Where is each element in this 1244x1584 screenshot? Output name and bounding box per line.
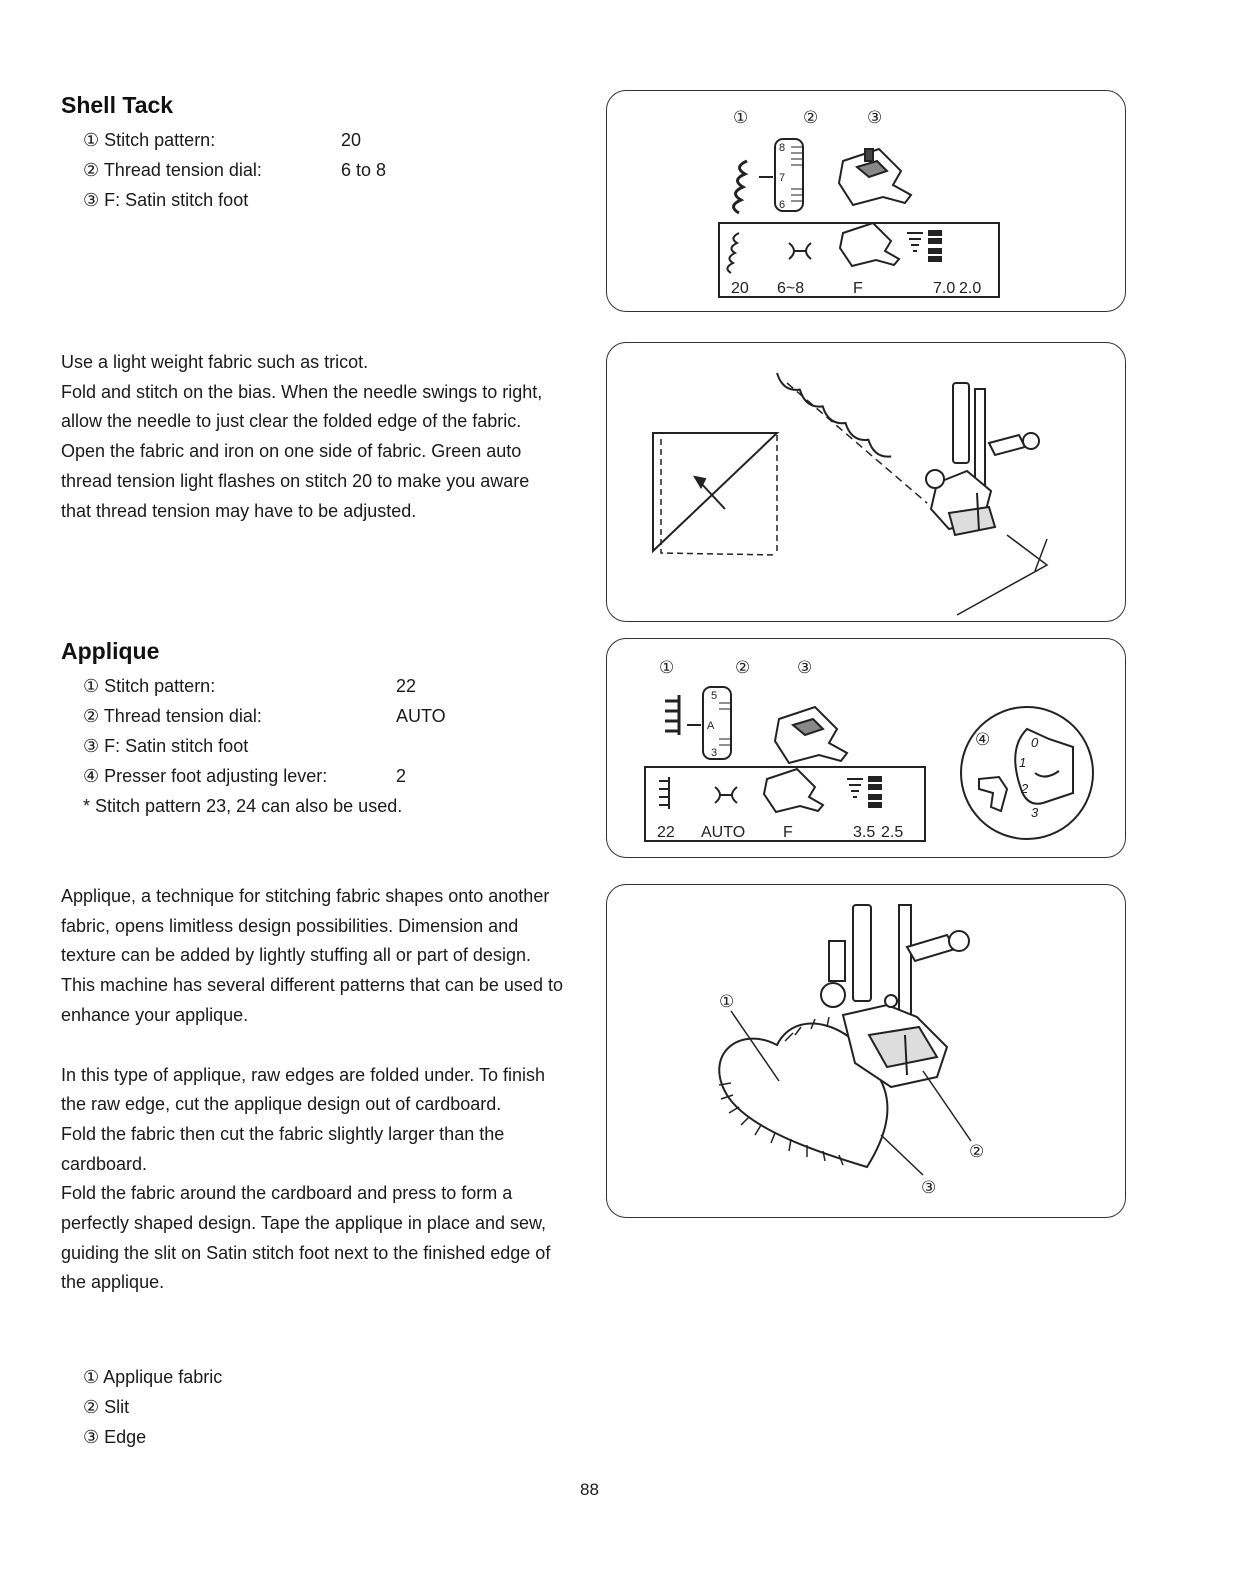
applique-legend — [83, 1362, 222, 1452]
spec-label: ① Stitch pattern: — [83, 676, 216, 696]
lcd-width: 7.0 — [933, 280, 956, 297]
applique-settings-figure — [606, 638, 1126, 858]
satin-stitch-foot-icon — [775, 707, 847, 763]
spec-label: ④ Presser foot adjusting lever: — [83, 766, 328, 786]
paragraph: This machine has several different patterns that can be used to enhance your applique. — [61, 975, 563, 1025]
svg-text:3: 3 — [711, 747, 718, 759]
applique-heading: Applique — [61, 638, 160, 664]
callout-2: ② — [803, 108, 819, 127]
svg-text:1: 1 — [1019, 755, 1027, 770]
spec-label: ③ F: Satin stitch foot — [83, 736, 249, 756]
paragraph: Use a light weight fabric such as tricot. — [61, 352, 369, 372]
spec-label: ③ F: Satin stitch foot — [83, 190, 249, 210]
spec-label: ② Thread tension dial: — [83, 706, 262, 726]
spec-row — [83, 731, 446, 761]
paragraph: Fold the fabric then cut the fabric slightly larger than the cardboard. — [61, 1123, 505, 1174]
legend-item: ② Slit — [83, 1397, 130, 1417]
satin-stitch-icon — [665, 695, 679, 735]
callout-3: ③ — [867, 108, 883, 127]
shell-tack-specs — [83, 125, 386, 215]
svg-text:7: 7 — [779, 172, 786, 184]
svg-text:6: 6 — [779, 199, 786, 211]
spec-value: 2 — [396, 766, 407, 786]
spec-label: ② Thread tension dial: — [83, 160, 262, 180]
spec-row — [83, 761, 446, 791]
applique-specs — [83, 671, 446, 821]
svg-text:2: 2 — [1021, 781, 1029, 796]
callout-2: ② — [969, 1142, 985, 1161]
callout-1: ① — [733, 108, 749, 127]
callout-1: ① — [659, 658, 675, 677]
svg-text:A: A — [707, 720, 715, 732]
lcd-tension: 6~8 — [777, 280, 805, 297]
applique-sewing-figure — [606, 884, 1126, 1218]
lcd-foot: F — [853, 280, 863, 297]
spec-value: AUTO — [396, 706, 446, 726]
folded-fabric-icon — [653, 433, 777, 555]
paragraph: Applique, a technique for stitching fabric shapes onto another fabric, opens limitless design possibilities. Dimension and texture can be added by lightly stuffing all or part of design. — [61, 886, 550, 966]
spec-label: ① Stitch pattern: — [83, 130, 216, 150]
callout-2: ② — [735, 658, 751, 677]
svg-text:8: 8 — [779, 142, 786, 154]
paragraph: Fold the fabric around the cardboard and press to form a perfectly shaped design. Tape the applique in place and sew, guiding the slit on Satin stitch foot next to the finished edge of the applique. — [61, 1183, 551, 1293]
lcd-length: 2.0 — [959, 280, 982, 297]
shell-tack-body — [61, 348, 561, 526]
page-number: 88 — [580, 1480, 599, 1499]
spec-value: 22 — [396, 676, 417, 696]
lcd-stitch: 20 — [731, 280, 749, 297]
paragraph: In this type of applique, raw edges are folded under. To finish the raw edge, cut the applique design out of cardboard. — [61, 1064, 545, 1115]
shell-tack-heading: Shell Tack — [61, 92, 174, 118]
applique-body — [61, 882, 571, 1298]
callout-3: ③ — [921, 1178, 937, 1197]
callout-1: ① — [719, 992, 735, 1011]
lcd-foot: F — [783, 824, 793, 841]
spec-row — [83, 125, 386, 155]
spec-row — [83, 155, 386, 185]
shell-stitch-trail — [766, 373, 901, 460]
svg-text:5: 5 — [711, 690, 718, 702]
lcd-width: 3.5 — [853, 824, 876, 841]
svg-text:3: 3 — [1031, 805, 1039, 820]
lcd-tension: AUTO — [701, 824, 746, 841]
satin-stitch-foot-icon — [839, 149, 911, 205]
spec-row — [83, 671, 446, 701]
legend-item: ① Applique fabric — [83, 1367, 223, 1387]
spec-value: 20 — [341, 130, 362, 150]
lcd-stitch: 22 — [657, 824, 675, 841]
spec-row — [83, 701, 446, 731]
callout-4: ④ — [975, 730, 991, 749]
spec-value: 6 to 8 — [341, 160, 387, 180]
legend-item: ③ Edge — [83, 1427, 147, 1447]
presser-foot-icon — [926, 383, 1039, 535]
spec-row — [83, 185, 386, 215]
applique-note: * Stitch pattern 23, 24 can also be used. — [83, 796, 403, 816]
svg-text:0: 0 — [1031, 735, 1039, 750]
callout-3: ③ — [797, 658, 813, 677]
lcd-length: 2.5 — [881, 824, 904, 841]
shell-tack-settings-figure — [606, 90, 1126, 312]
paragraph: Fold and stitch on the bias. When the needle swings to right, allow the needle to just clear the folded edge of the fabric. Open the fabric and iron on one side of fabric. Green auto thread tension light flashes on stitch 20 to make you aware that thread tension may have to be adjusted. — [61, 381, 543, 521]
shell-stitch-icon — [733, 161, 747, 213]
shell-tack-sewing-figure — [606, 342, 1126, 622]
